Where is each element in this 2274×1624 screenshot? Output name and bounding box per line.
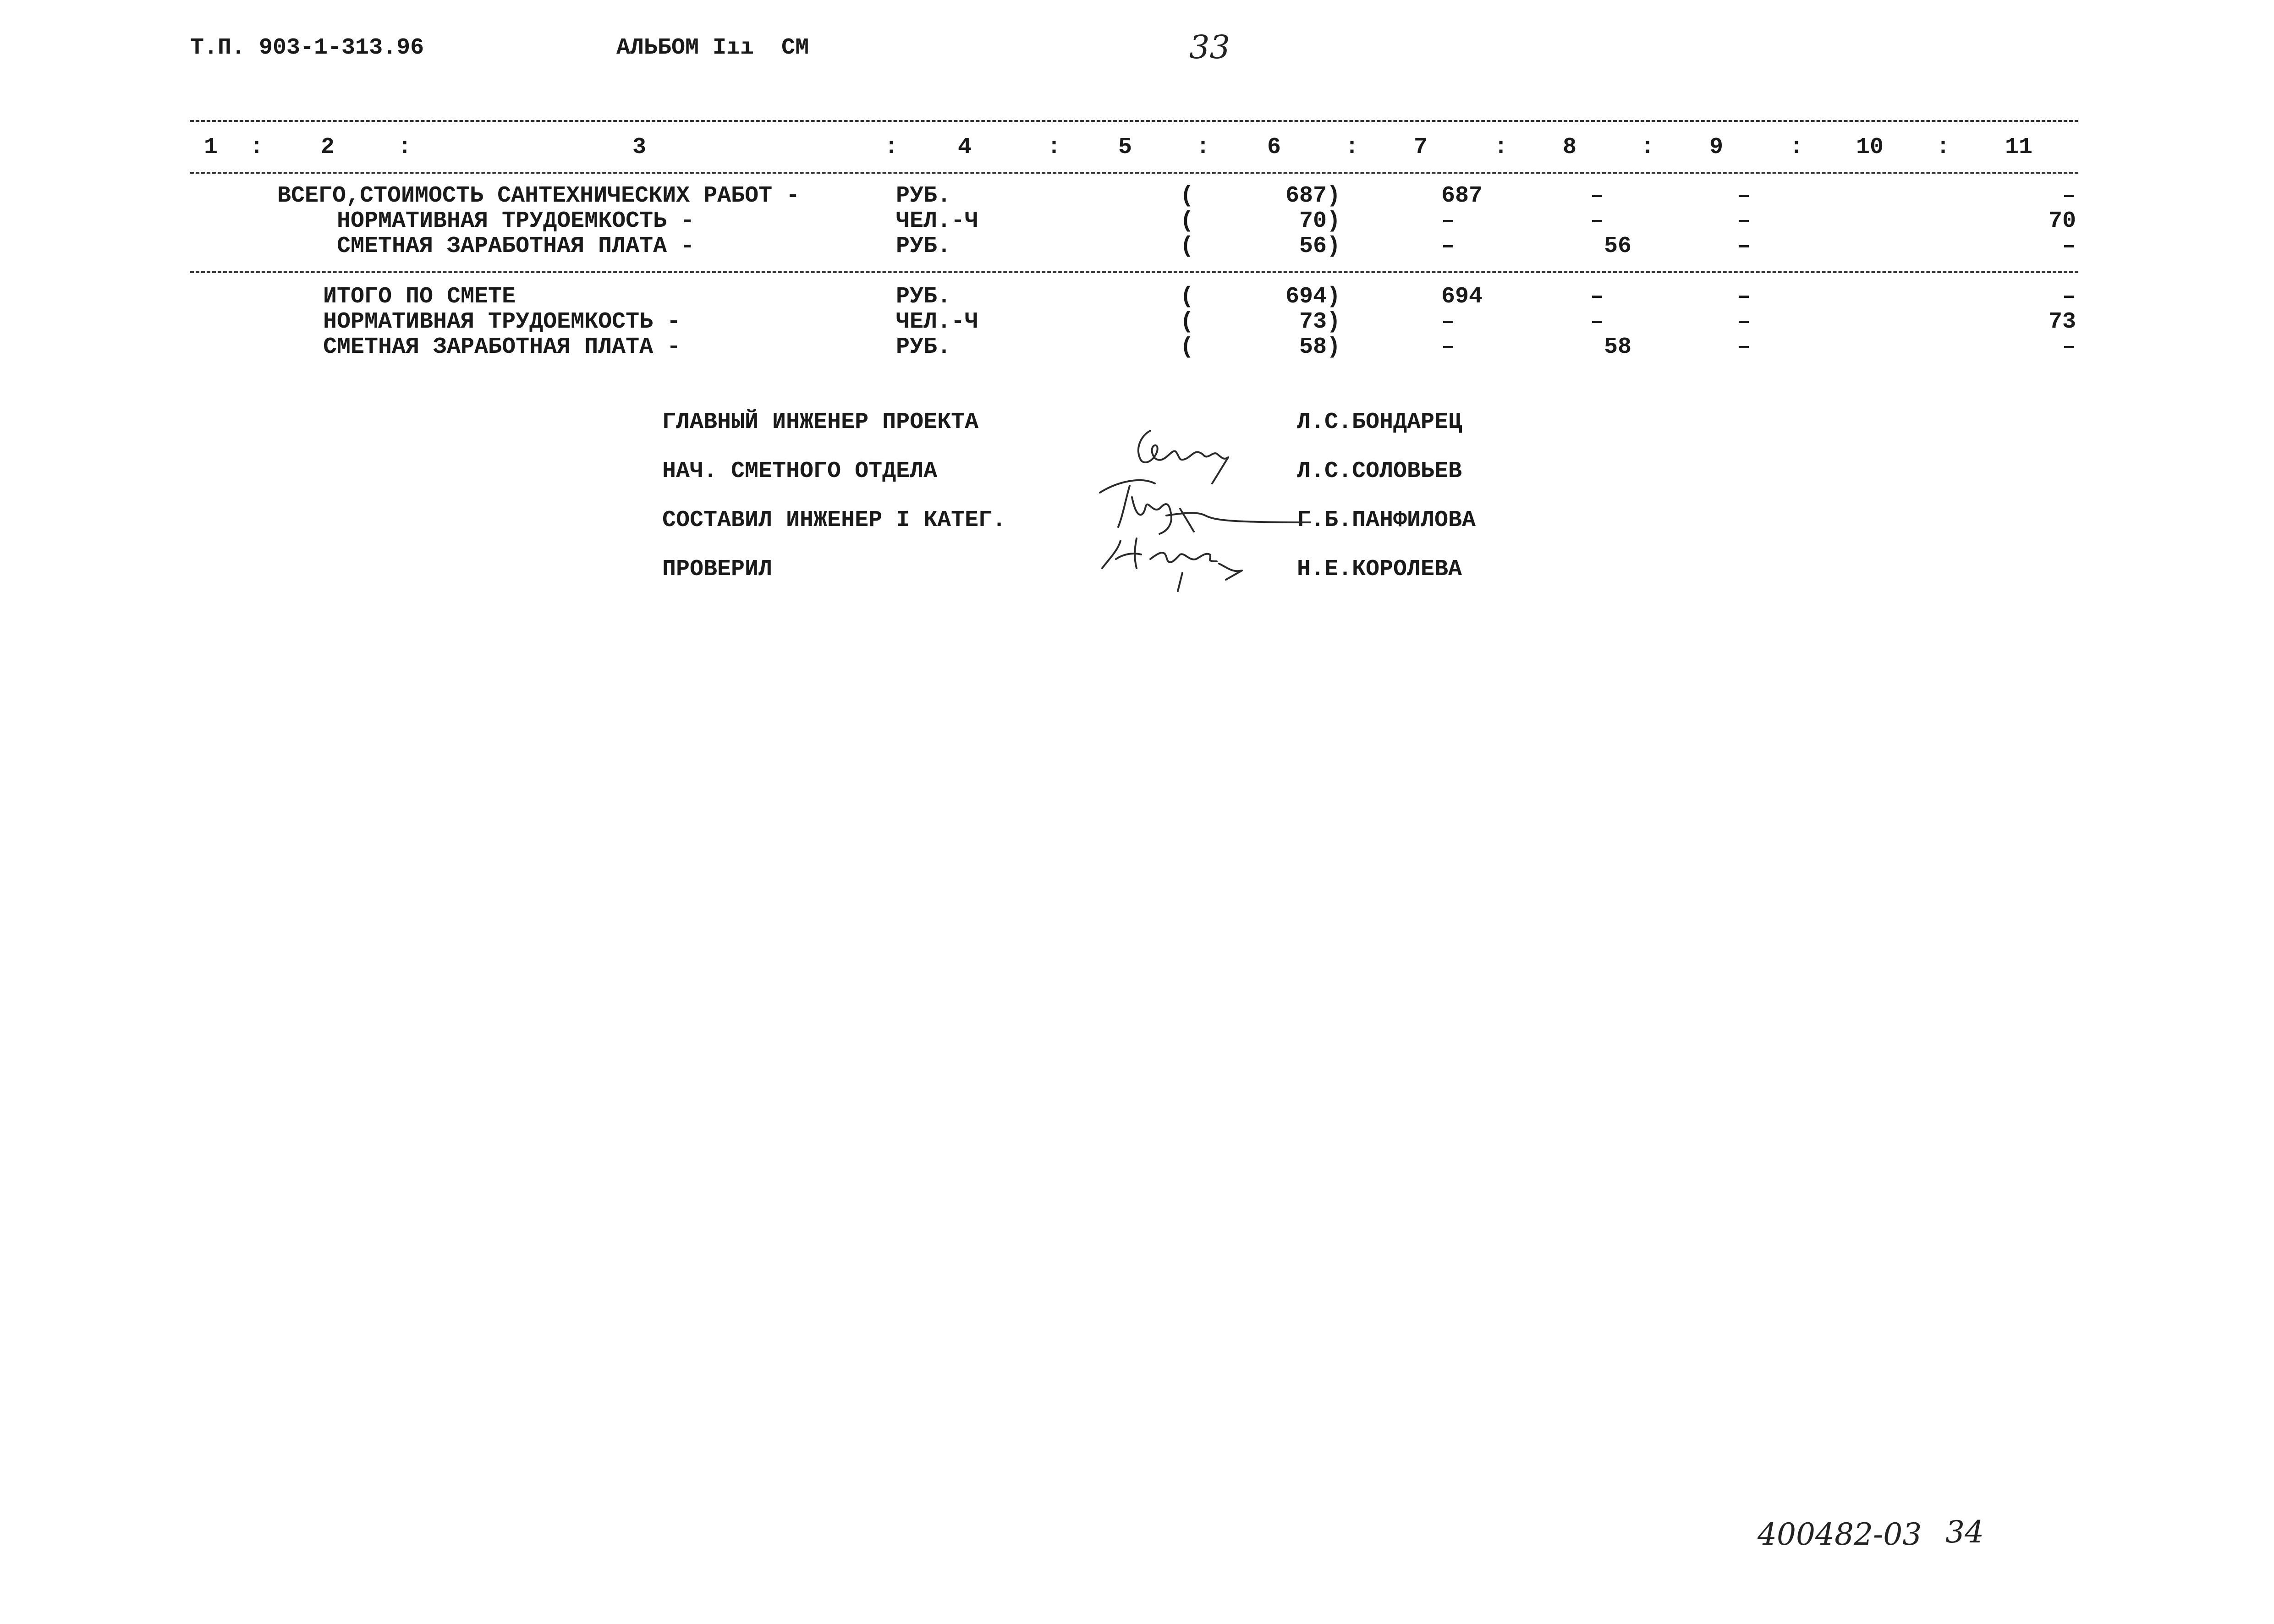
header-bottom-rule <box>190 172 2078 174</box>
row-unit: РУБ. <box>896 284 951 310</box>
signature-name: Л.С.БОНДАРЕЦ <box>1297 409 1462 435</box>
row-bracket: ( <box>1180 183 1194 209</box>
row-col7: 694 <box>1441 284 1483 310</box>
row-label: ВСЕГО,СТОИМОСТЬ САНТЕХНИЧЕСКИХ РАБОТ - <box>277 183 800 209</box>
row-col7: – <box>1441 233 1456 259</box>
signature-role: СОСТАВИЛ ИНЖЕНЕР I КАТЕГ. <box>662 507 1006 533</box>
signature-name: Л.С.СОЛОВЬЕВ <box>1297 458 1462 484</box>
column-separator: : <box>1345 134 1359 160</box>
row-col9: – <box>1737 334 1751 360</box>
column-separator: : <box>1936 134 1950 160</box>
row-col11: 70 <box>2048 208 2076 234</box>
row-label: СМЕТНАЯ ЗАРАБОТНАЯ ПЛАТА - <box>323 334 681 360</box>
row-col7: – <box>1441 334 1456 360</box>
album-label: АЛЬБОМ Iıı СМ <box>616 35 809 61</box>
row-col6: 694) <box>1285 284 1340 310</box>
signature-role: НАЧ. СМЕТНОГО ОТДЕЛА <box>662 458 938 484</box>
row-unit: ЧЕЛ.-Ч <box>896 309 979 335</box>
column-separator: : <box>1790 134 1804 160</box>
row-col8: – <box>1590 309 1604 335</box>
row-col9: – <box>1737 208 1751 234</box>
column-separator: : <box>398 134 412 160</box>
row-bracket: ( <box>1180 284 1194 310</box>
row-col8: – <box>1590 183 1604 209</box>
row-col9: – <box>1737 309 1751 335</box>
group-separator-rule <box>190 271 2078 273</box>
signature-role: ПРОВЕРИЛ <box>662 556 773 582</box>
column-number: 9 <box>1709 134 1724 160</box>
column-separator: : <box>1494 134 1508 160</box>
column-separator: : <box>1641 134 1655 160</box>
column-number: 11 <box>2005 134 2033 160</box>
column-number: 6 <box>1267 134 1281 160</box>
row-col9: – <box>1737 233 1751 259</box>
row-bracket: ( <box>1180 233 1194 259</box>
row-label: ИТОГО ПО СМЕТЕ <box>323 284 516 310</box>
row-col8: – <box>1590 284 1604 310</box>
document-code: Т.П. 903-1-313.96 <box>190 35 424 61</box>
column-separator: : <box>1196 134 1210 160</box>
row-col11: – <box>2062 334 2076 360</box>
row-col8: – <box>1590 208 1604 234</box>
row-label: СМЕТНАЯ ЗАРАБОТНАЯ ПЛАТА - <box>337 233 695 259</box>
row-col11: 73 <box>2048 309 2076 335</box>
row-col11: – <box>2062 183 2076 209</box>
row-col6: 58) <box>1299 334 1340 360</box>
column-number: 3 <box>632 134 647 160</box>
row-bracket: ( <box>1180 309 1194 335</box>
column-number: 10 <box>1856 134 1884 160</box>
column-number: 4 <box>958 134 972 160</box>
row-col8: 58 <box>1604 334 1632 360</box>
inventory-number: 400482-03 <box>1758 1517 1922 1552</box>
row-col7: 687 <box>1441 183 1483 209</box>
row-col7: – <box>1441 309 1456 335</box>
row-label: НОРМАТИВНАЯ ТРУДОЕМКОСТЬ - <box>337 208 695 234</box>
row-bracket: ( <box>1180 208 1194 234</box>
row-col6: 687) <box>1285 183 1340 209</box>
row-col6: 73) <box>1299 309 1340 335</box>
row-unit: ЧЕЛ.-Ч <box>896 208 979 234</box>
row-col8: 56 <box>1604 233 1632 259</box>
row-col11: – <box>2062 284 2076 310</box>
column-separator: : <box>250 134 264 160</box>
signature-name: Н.Е.КОРОЛЕВА <box>1297 556 1462 582</box>
column-number: 8 <box>1563 134 1577 160</box>
signature-name: Г.Б.ПАНФИЛОВА <box>1297 507 1476 533</box>
handwritten-signatures <box>1091 422 1311 609</box>
column-number: 2 <box>321 134 335 160</box>
row-col6: 56) <box>1299 233 1340 259</box>
row-unit: РУБ. <box>896 334 951 360</box>
row-unit: РУБ. <box>896 233 951 259</box>
row-bracket: ( <box>1180 334 1194 360</box>
row-label: НОРМАТИВНАЯ ТРУДОЕМКОСТЬ - <box>323 309 681 335</box>
sheet-number: 34 <box>1945 1514 1984 1550</box>
row-col9: – <box>1737 183 1751 209</box>
page-number: 33 <box>1189 28 1230 66</box>
row-col6: 70) <box>1299 208 1340 234</box>
column-number: 7 <box>1414 134 1428 160</box>
row-col7: – <box>1441 208 1456 234</box>
row-unit: РУБ. <box>896 183 951 209</box>
signature-role: ГЛАВНЫЙ ИНЖЕНЕР ПРОЕКТА <box>662 409 979 435</box>
column-separator: : <box>1047 134 1061 160</box>
column-number: 1 <box>204 134 218 160</box>
row-col11: – <box>2062 233 2076 259</box>
column-number: 5 <box>1118 134 1132 160</box>
row-col9: – <box>1737 284 1751 310</box>
column-separator: : <box>884 134 899 160</box>
table-top-rule <box>190 120 2078 122</box>
